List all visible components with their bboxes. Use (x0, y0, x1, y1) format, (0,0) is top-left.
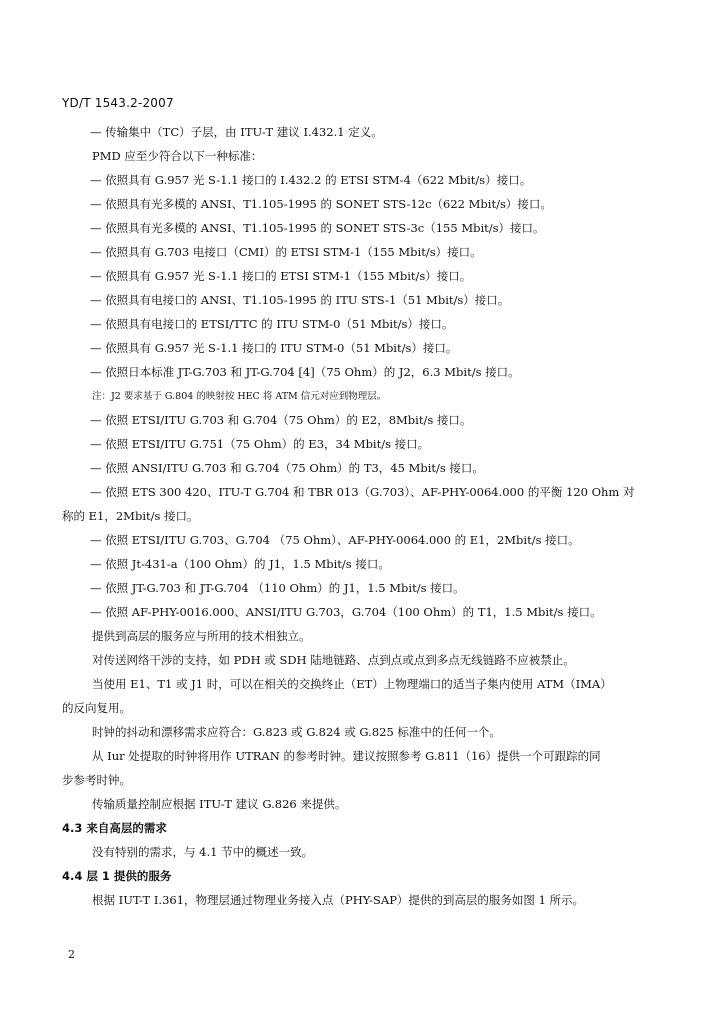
list-item: — 依照具有 G.957 光 S-1.1 接口的 I.432.2 的 ETSI STM-4（622 Mbit/s）接口。 (90, 173, 532, 187)
page-number: 2 (68, 948, 75, 961)
section-heading: 4.4 层 1 提供的服务 (62, 869, 172, 883)
paragraph: 对传送网络干涉的支持，如 PDH 或 SDH 陆地链路、点到点或点到多点无线链路不应被禁止。 (92, 653, 575, 667)
paragraph: 从 Iur 处提取的时钟将用作 UTRAN 的参考时钟。建议按照参考 G.811（16）提供一个可跟踪的同 (92, 749, 601, 763)
paragraph: 没有特别的需求，与 4.1 节中的概述一致。 (92, 845, 314, 859)
note: 注：J2 要求基于 G.804 的映射按 HEC 将 ATM 信元对应到物理层。 (92, 391, 387, 402)
list-item: — 依照具有电接口的 ETSI/TTC 的 ITU STM-0（51 Mbit/s）接口。 (90, 317, 454, 331)
list-item: — 依照 Jt-431-a（100 Ohm）的 J1，1.5 Mbit/s 接口。 (90, 557, 390, 571)
section-heading: 4.3 来自高层的需求 (62, 821, 167, 835)
list-item: — 传输集中（TC）子层，由 ITU-T 建议 I.432.1 定义。 (90, 125, 383, 139)
paragraph: 时钟的抖动和漂移需求应符合：G.823 或 G.824 或 G.825 标准中的任何一个。 (92, 725, 501, 739)
paragraph-continuation: 的反向复用。 (62, 701, 131, 715)
paragraph-continuation: 步参考时钟。 (62, 773, 131, 787)
list-item: — 依照 ETSI/ITU G.751（75 Ohm）的 E3，34 Mbit/s 接口。 (90, 437, 430, 451)
paragraph: 根据 IUT-T I.361，物理层通过物理业务接入点（PHY-SAP）提供的到高层的服务如图 1 所示。 (92, 893, 585, 907)
list-item: — 依照具有 G.957 光 S-1.1 接口的 ETSI STM-1（155 Mbit/s）接口。 (90, 269, 472, 283)
list-item: — 依照日本标准 JT-G.703 和 JT-G.704 [4]（75 Ohm）的 J2，6.3 Mbit/s 接口。 (90, 365, 520, 379)
list-item: — 依照 ANSI/ITU G.703 和 G.704（75 Ohm）的 T3，45 Mbit/s 接口。 (90, 461, 484, 475)
list-item: — 依照具有光多模的 ANSI、T1.105-1995 的 SONET STS-3c（155 Mbit/s）接口。 (90, 221, 545, 235)
list-item: — 依照 AF-PHY-0016.000、ANSI/ITU G.703，G.704（100 Ohm）的 T1，1.5 Mbit/s 接口。 (90, 605, 602, 619)
standard-number-header: YD/T 1543.2-2007 (62, 96, 174, 110)
list-item-continuation: 称的 E1，2Mbit/s 接口。 (62, 509, 199, 523)
list-item: — 依照具有光多模的 ANSI、T1.105-1995 的 SONET STS-12c（622 Mbit/s）接口。 (90, 197, 552, 211)
list-item: — 依照具有电接口的 ANSI、T1.105-1995 的 ITU STS-1（51 Mbit/s）接口。 (90, 293, 510, 307)
list-item: — 依照 ETSI/ITU G.703、G.704 （75 Ohm）、AF-PHY-0064.000 的 E1，2Mbit/s 接口。 (90, 533, 580, 547)
paragraph: 提供到高层的服务应与所用的技术相独立。 (92, 629, 311, 643)
list-item: — 依照具有 G.957 光 S-1.1 接口的 ITU STM-0（51 Mbit/s）接口。 (90, 341, 458, 355)
list-item: — 依照 ETSI/ITU G.703 和 G.704（75 Ohm）的 E2，8Mbit/s 接口。 (90, 413, 472, 427)
paragraph: PMD 应至少符合以下一种标准： (92, 149, 263, 163)
list-item: — 依照 ETS 300 420、ITU-T G.704 和 TBR 013（G.703）、AF-PHY-0064.000 的平衡 120 Ohm 对 (90, 485, 635, 499)
list-item: — 依照 JT-G.703 和 JT-G.704 （110 Ohm）的 J1，1.5 Mbit/s 接口。 (90, 581, 465, 595)
paragraph: 传输质量控制应根据 ITU-T 建议 G.826 来提供。 (92, 797, 347, 811)
list-item: — 依照具有 G.703 电接口（CMI）的 ETSI STM-1（155 Mbit/s）接口。 (90, 245, 482, 259)
paragraph: 当使用 E1、T1 或 J1 时，可以在相关的交换终止（ET）上物理端口的适当子集内使用 ATM（IMA） (92, 677, 612, 691)
